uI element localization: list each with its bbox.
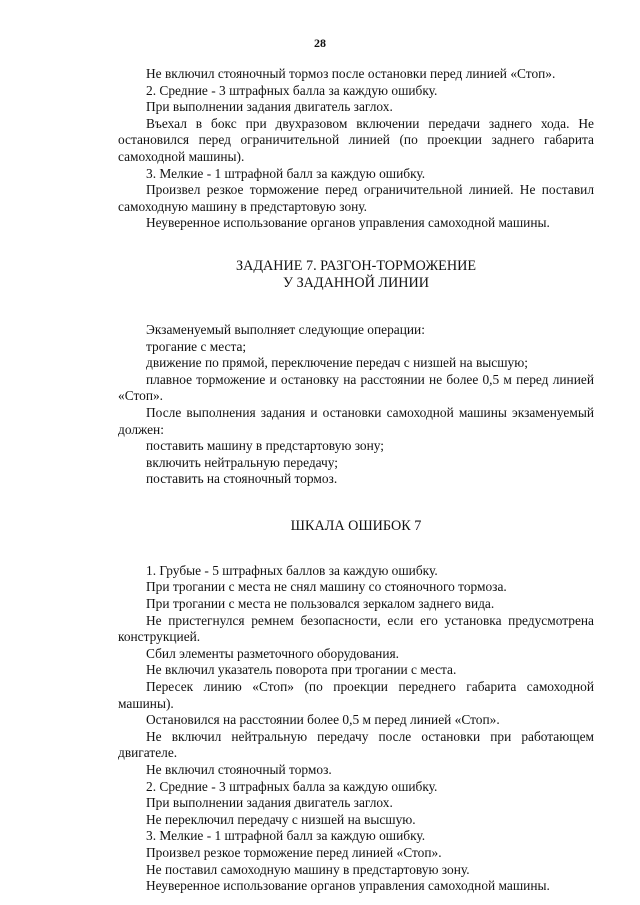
page-body [118,66,594,895]
paragraph: Произвел резкое торможение перед ограничительной линией. Не поставил самоходную машину в предстартовую зону. [118,182,594,214]
task7-section [118,322,594,488]
paragraph: При трогании с места не пользовался зеркалом заднего вида. [146,596,495,612]
paragraph: После выполнения задания и остановки самоходной машины экзаменуемый должен: [118,404,594,437]
paragraph: 2. Средние - 3 штрафных балла за каждую ошибку. [146,778,438,794]
paragraph: При выполнении задания двигатель заглох. [146,99,393,115]
paragraph: Не пристегнулся ремнем безопасности, если его установка предусмотрена конструкцией. [118,612,594,645]
page-number: 28 [314,36,326,50]
errors7-section [118,563,594,895]
task7-heading-line2: У ЗАДАННОЙ ЛИНИИ [282,274,429,291]
paragraph: Не включил стояночный тормоз после остановки перед линией «Стоп». [146,66,556,81]
paragraph: Неуверенное использование органов управления самоходной машины. [146,878,550,894]
errors7-heading: ШКАЛА ОШИБОК 7 [290,517,422,534]
paragraph: Произвел резкое торможение перед линией «Стоп». [146,844,442,860]
paragraph: поставить машину в предстартовую зону; [146,438,385,454]
paragraph: Не включил стояночный тормоз. [146,762,332,777]
paragraph: Не включил нейтральную передачу после остановки при работающем двигателе. [118,728,594,761]
paragraph: При трогании с места не снял машину со стояночного тормоза. [146,579,507,595]
paragraph: Неуверенное использование органов управления самоходной машины. [146,215,550,231]
paragraph: включить нейтральную передачу; [146,454,339,470]
section-continued-errors [118,66,594,232]
paragraph: поставить на стояночный тормоз. [146,471,338,487]
paragraph: При выполнении задания двигатель заглох. [146,795,393,811]
task7-heading [118,258,594,292]
paragraph: плавное торможение и остановку на расстоянии не более 0,5 м перед линией «Стоп». [118,371,594,404]
task7-heading-line1: ЗАДАНИЕ 7. РАЗГОН-ТОРМОЖЕНИЕ [236,257,476,274]
paragraph: трогание с места; [146,338,247,354]
paragraph: Не включил указатель поворота при трогании с места. [146,662,457,678]
paragraph: Въехал в бокс при двухразовом включении передачи заднего хода. Не остановился перед ограничительной линией (по проекции заднего габарита самоходной машины). [118,115,594,164]
paragraph: Не переключил передачу с низшей на высшую. [146,811,416,827]
paragraph: Пересек линию «Стоп» (по проекции переднего габарита самоходной машины). [118,679,594,711]
paragraph: Остановился на расстоянии более 0,5 м перед линией «Стоп». [146,712,500,728]
paragraph: Сбил элементы разметочного оборудования. [146,645,400,661]
paragraph: Экзаменуемый выполняет следующие операции: [146,321,425,337]
paragraph: 3. Мелкие - 1 штрафной балл за каждую ошибку. [146,165,426,181]
paragraph: Не поставил самоходную машину в предстартовую зону. [146,861,470,877]
paragraph: 3. Мелкие - 1 штрафной балл за каждую ошибку. [146,828,426,844]
paragraph: 1. Грубые - 5 штрафных баллов за каждую ошибку. [146,562,438,578]
paragraph: движение по прямой, переключение передач с низшей на высшую; [146,355,528,371]
paragraph: 2. Средние - 3 штрафных балла за каждую ошибку. [146,82,438,98]
